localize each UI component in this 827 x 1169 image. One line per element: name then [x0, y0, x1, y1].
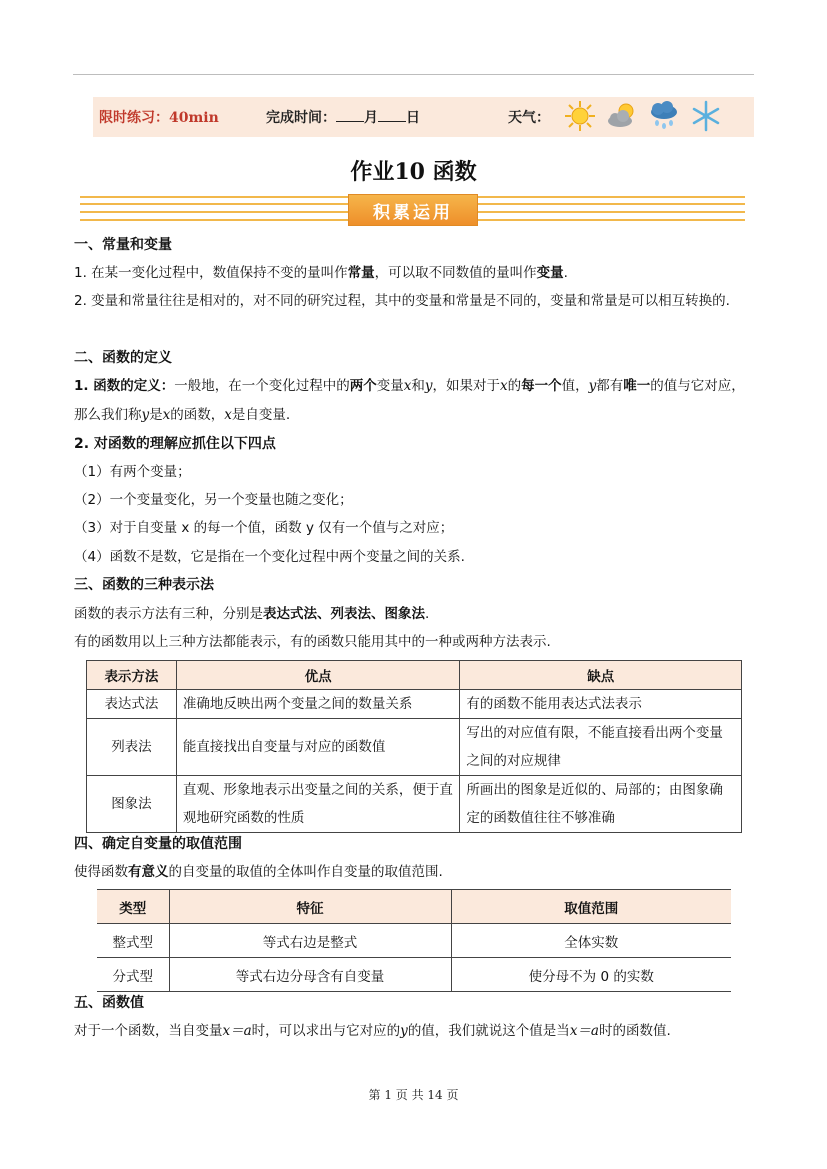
- section-1-heading: 一、常量和变量: [74, 237, 172, 253]
- table-header-cell: 类型: [97, 890, 169, 924]
- table-cell: 准确地反映出两个变量之间的数量关系: [176, 690, 460, 719]
- representation-table: [86, 660, 742, 833]
- table-cell: 等式右边是整式: [169, 924, 451, 958]
- s5-line: 对于一个函数，当自变量x＝a时，可以求出与它对应的y的值，我们就说这个值是当x＝a时的函数值.: [74, 1023, 671, 1039]
- banner-label: 积累运用: [348, 194, 478, 226]
- finish-time-field: 完成时间： 月 日: [266, 110, 420, 126]
- table-cell: 图象法: [87, 776, 177, 833]
- table-row: [87, 719, 742, 776]
- s2-subheading: 2. 对函数的理解应抓住以下四点: [74, 436, 276, 452]
- section-3-heading: 三、函数的三种表示法: [74, 577, 214, 593]
- month-blank: [336, 109, 364, 122]
- table-cell: 能直接找出自变量与对应的函数值: [176, 719, 460, 776]
- table-header-cell: 缺点: [460, 661, 742, 690]
- table-cell: 使分母不为 0 的实数: [451, 958, 731, 992]
- weather-icons: [563, 99, 723, 133]
- table-header-row: [87, 661, 742, 690]
- s2-point-2: （2）一个变量变化，另一个变量也随之变化；: [74, 492, 353, 508]
- domain-table: [97, 889, 731, 992]
- s2-point-4: （4）函数不是数，它是指在一个变化过程中两个变量之间的关系.: [74, 549, 465, 565]
- sun-icon: [563, 99, 597, 133]
- table-cell: 等式右边分母含有自变量: [169, 958, 451, 992]
- s4-line: 使得函数有意义的自变量的取值的全体叫作自变量的取值范围.: [74, 864, 443, 880]
- table-header-cell: 表示方法: [87, 661, 177, 690]
- table-row: [97, 958, 731, 992]
- table-cell: 全体实数: [451, 924, 731, 958]
- table-header-row: [97, 890, 731, 924]
- section-banner: [80, 193, 745, 225]
- page-title: 作业10 函数: [350, 159, 477, 185]
- s2-definition: 1. 函数的定义：一般地，在一个变化过程中的两个变量x和y，如果对于x的每一个值，y都有唯一的值与它对应，那么我们称y是x的函数，x是自变量.: [74, 378, 745, 423]
- page-footer: 第 1 页 共 14 页: [368, 1088, 459, 1102]
- header-band: [93, 97, 754, 137]
- table-cell: 有的函数不能用表达式法表示: [460, 690, 742, 719]
- weather-label: 天气：: [508, 110, 550, 126]
- table-cell: 整式型: [97, 924, 169, 958]
- partly-cloudy-icon: [605, 99, 639, 133]
- s3-line-2: 有的函数用以上三种方法都能表示，有的函数只能用其中的一种或两种方法表示.: [74, 634, 551, 650]
- s2-point-1: （1）有两个变量；: [74, 464, 191, 480]
- table-cell: 所画出的图象是近似的、局部的；由图象确定的函数值往往不够准确: [460, 776, 742, 833]
- table-row: [87, 690, 742, 719]
- table-cell: 分式型: [97, 958, 169, 992]
- table-header-cell: 优点: [176, 661, 460, 690]
- table-cell: 列表法: [87, 719, 177, 776]
- table-header-cell: 特征: [169, 890, 451, 924]
- table-row: [97, 924, 731, 958]
- s3-line-1: 函数的表示方法有三种，分别是表达式法、列表法、图象法.: [74, 606, 430, 622]
- table-cell: 表达式法: [87, 690, 177, 719]
- day-blank: [378, 109, 406, 122]
- s1-paragraph-2: 2. 变量和常量往往是相对的，对不同的研究过程，其中的变量和常量是不同的，变量和常量是可以相互转换的.: [74, 293, 730, 309]
- time-limit-label: 限时练习：40min: [99, 110, 219, 126]
- table-cell: 写出的对应值有限，不能直接看出两个变量之间的对应规律: [460, 719, 742, 776]
- rain-icon: [647, 99, 681, 133]
- s1-paragraph-1: 1. 在某一变化过程中，数值保持不变的量叫作常量，可以取不同数值的量叫作变量.: [74, 265, 568, 281]
- section-4-heading: 四、确定自变量的取值范围: [74, 836, 242, 852]
- section-2-heading: 二、函数的定义: [74, 350, 172, 366]
- table-header-cell: 取值范围: [451, 890, 731, 924]
- section-5-heading: 五、函数值: [74, 995, 144, 1011]
- table-cell: 直观、形象地表示出变量之间的关系，便于直观地研究函数的性质: [176, 776, 460, 833]
- table-row: [87, 776, 742, 833]
- top-rule: [73, 74, 754, 75]
- snow-icon: [689, 99, 723, 133]
- s2-point-3: （3）对于自变量 x 的每一个值，函数 y 仅有一个值与之对应；: [74, 520, 454, 536]
